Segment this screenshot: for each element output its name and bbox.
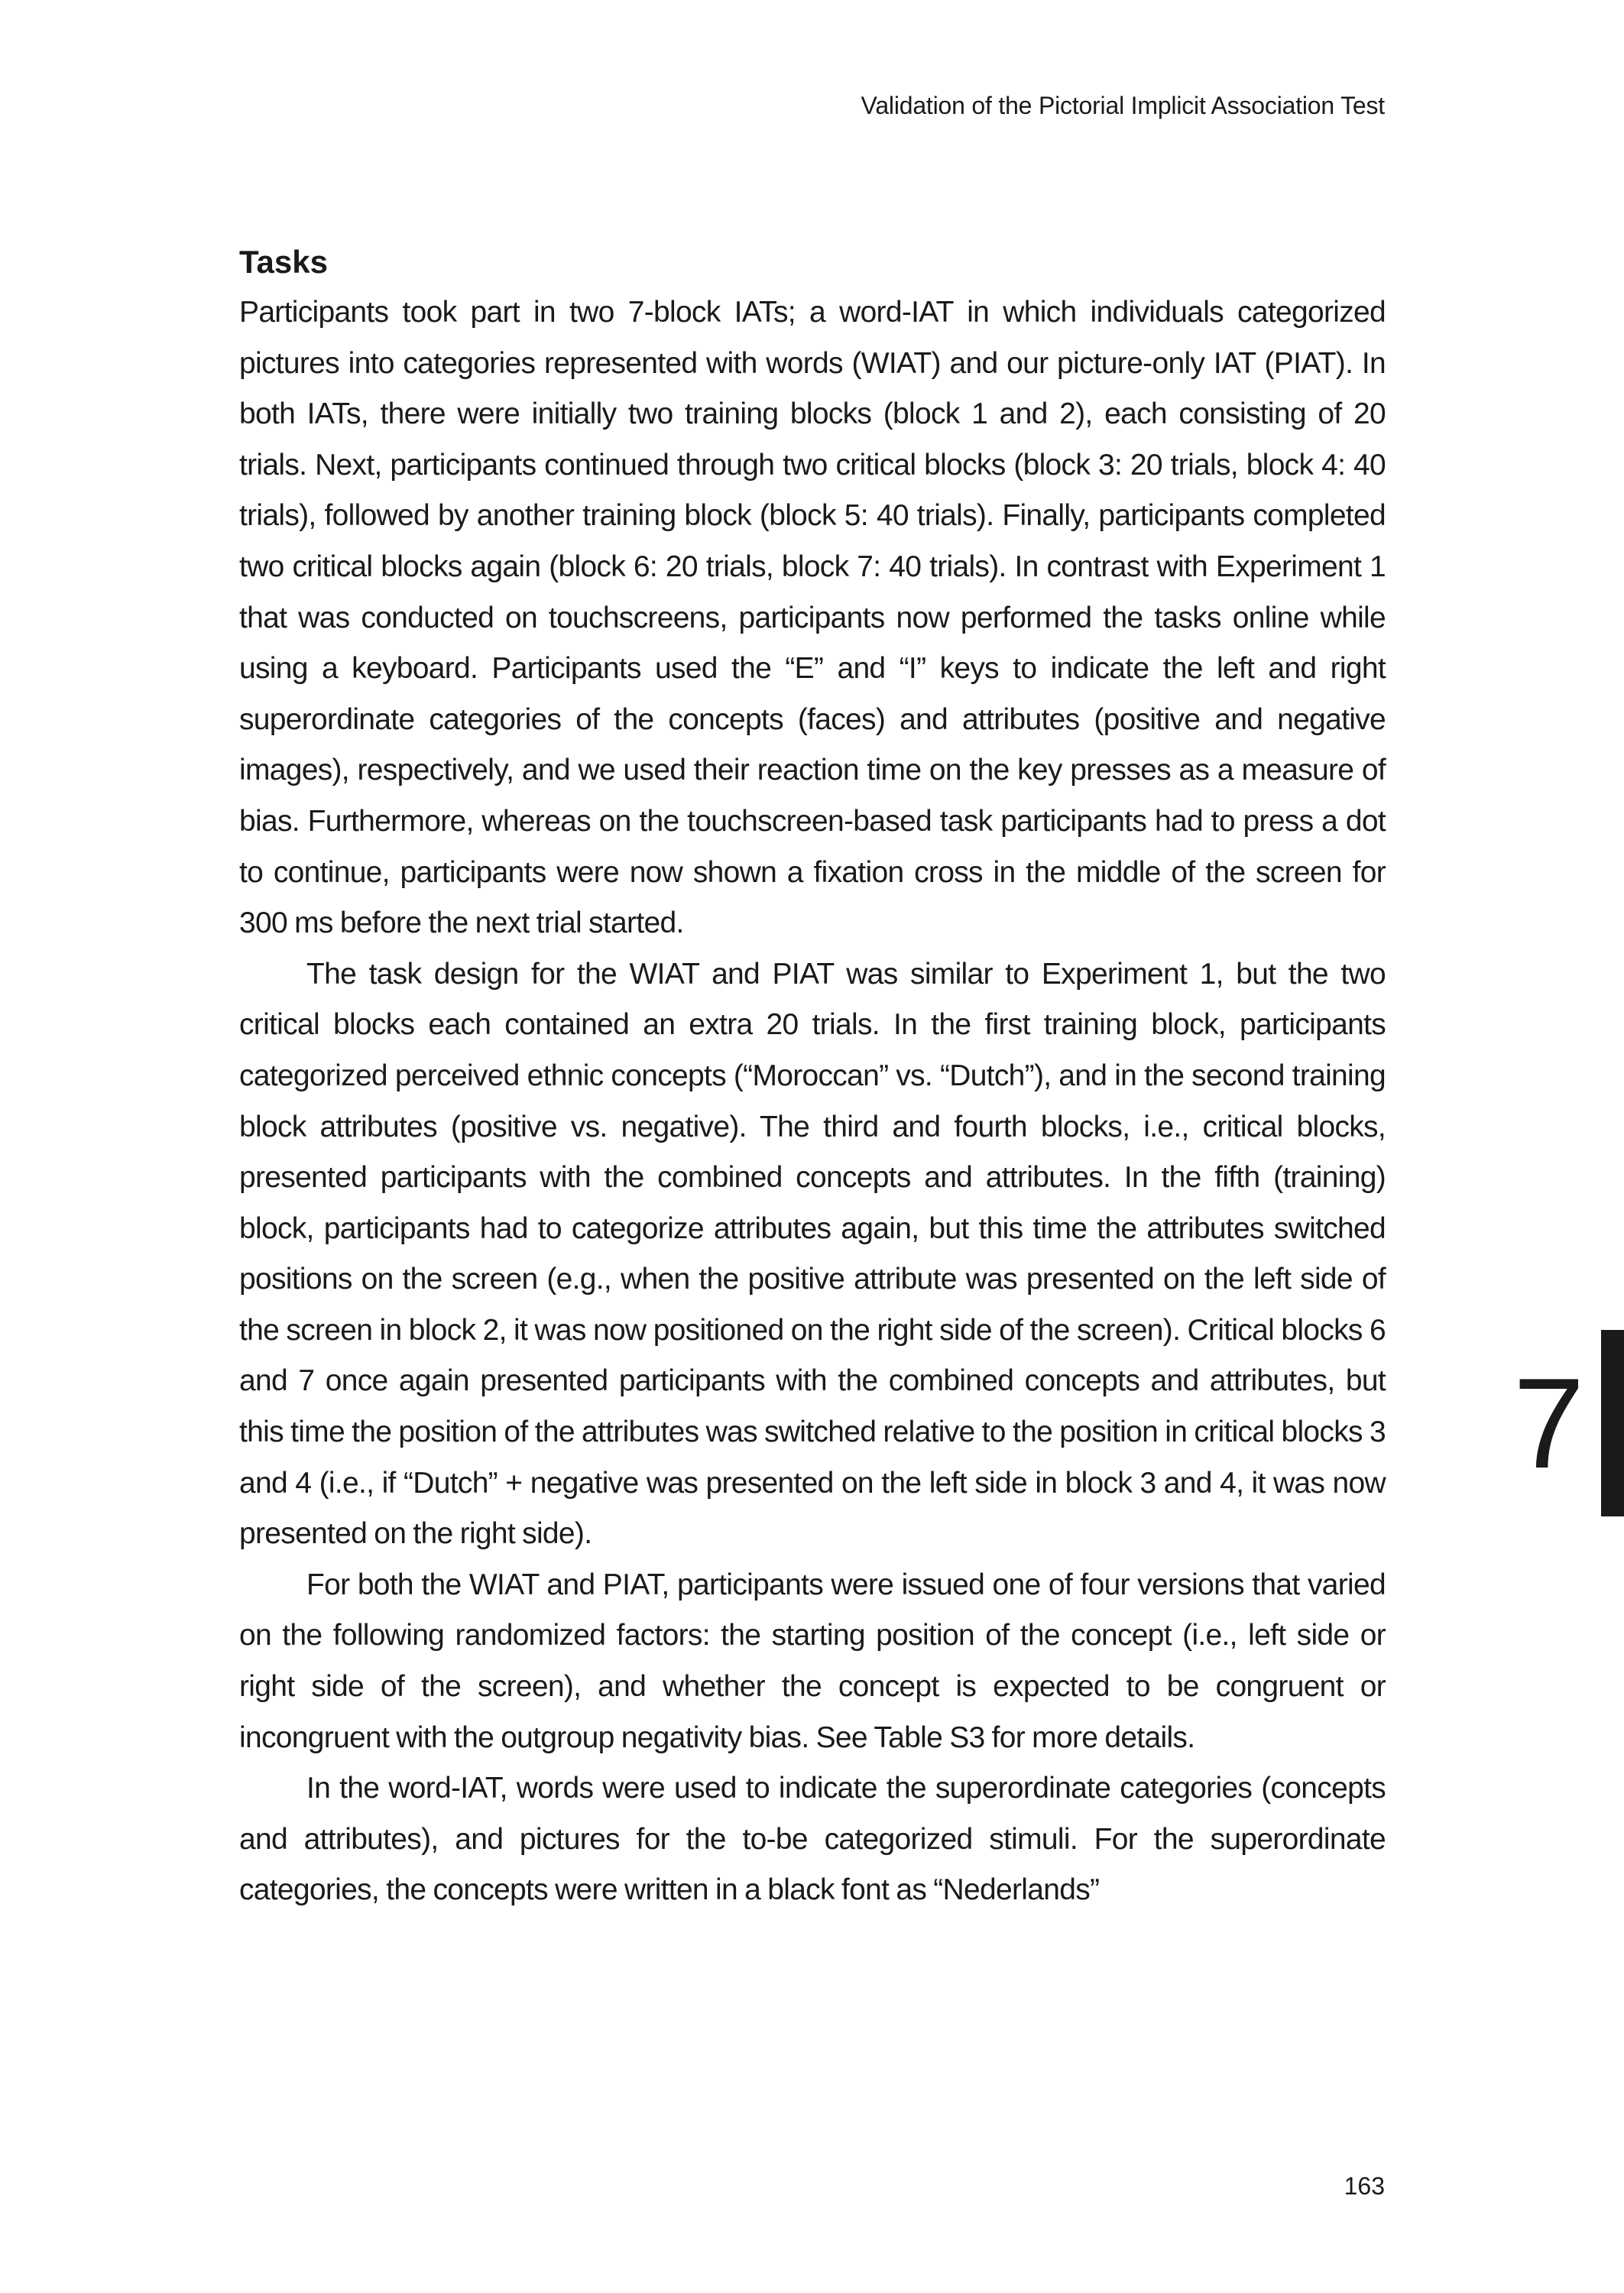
- page-number: 163: [1344, 2172, 1385, 2200]
- body-paragraph-2: The task design for the WIAT and PIAT was similar to Experiment 1, but the two critical blocks each contained an extra 20 trials. In the first training block, participants categorized perceived ethnic concepts (“Moroccan” vs. “Dutch”), and in the second training block attributes (positive vs. negative). The third and fourth blocks, i.e., critical blocks, presented participants with the combined concepts and attributes. In the fifth (training) block, participants had to categorize attributes again, but this time the attributes switched positions on the screen (e.g., when the positive attribute was presented on the left side of the screen in block 2, it was now positioned on the right side of the screen). Critical blocks 6 and 7 once again presented participants with the combined concepts and attributes, but this time the position of the attributes was switched relative to the position in critical blocks 3 and 4 (i.e., if “Dutch” + negative was presented on the left side in block 3 and 4, it was now presented on the right side).: [239, 957, 1386, 1551]
- chapter-tab-bar: [1601, 1330, 1624, 1516]
- section-heading: Tasks: [239, 244, 328, 280]
- main-text: [239, 237, 1386, 1916]
- body-paragraph-3: For both the WIAT and PIAT, participants were issued one of four versions that varied on the following randomized factors: the starting position of the concept (i.e., left side or right side of the screen), and whether the concept is expected to be congruent or incongruent with the outgroup negativity bias. See Table S3 for more details.: [239, 1568, 1386, 1754]
- chapter-number: 7: [1513, 1351, 1585, 1495]
- running-header-title: Validation of the Pictorial Implicit Association Test: [861, 92, 1385, 119]
- body-paragraph-4: In the word-IAT, words were used to indicate the superordinate categories (concepts and attributes), and pictures for the to-be categorized stimuli. For the superordinate categories, the concepts were written in a black font as “Nederlands”: [239, 1772, 1386, 1907]
- body-paragraph-1: Participants took part in two 7-block IATs; a word-IAT in which individuals categorized pictures into categories represented with words (WIAT) and our picture-only IAT (PIAT). In both IATs, there were initially two training blocks (block 1 and 2), each consisting of 20 trials. Next, participants continued through two critical blocks (block 3: 20 trials, block 4: 40 trials), followed by another training block (block 5: 40 trials). Finally, participants completed two critical blocks again (block 6: 20 trials, block 7: 40 trials). In contrast with Experiment 1 that was conducted on touchscreens, participants now performed the tasks online while using a keyboard. Participants used the “E” and “I” keys to indicate the left and right superordinate categories of the concepts (faces) and attributes (positive and negative images), respectively, and we used their reaction time on the key presses as a measure of bias. Furthermore, whereas on the touchscreen-based task participants had to press a dot to continue, participants were now shown a fixation cross in the middle of the screen for 300 ms before the next trial started.: [239, 296, 1386, 940]
